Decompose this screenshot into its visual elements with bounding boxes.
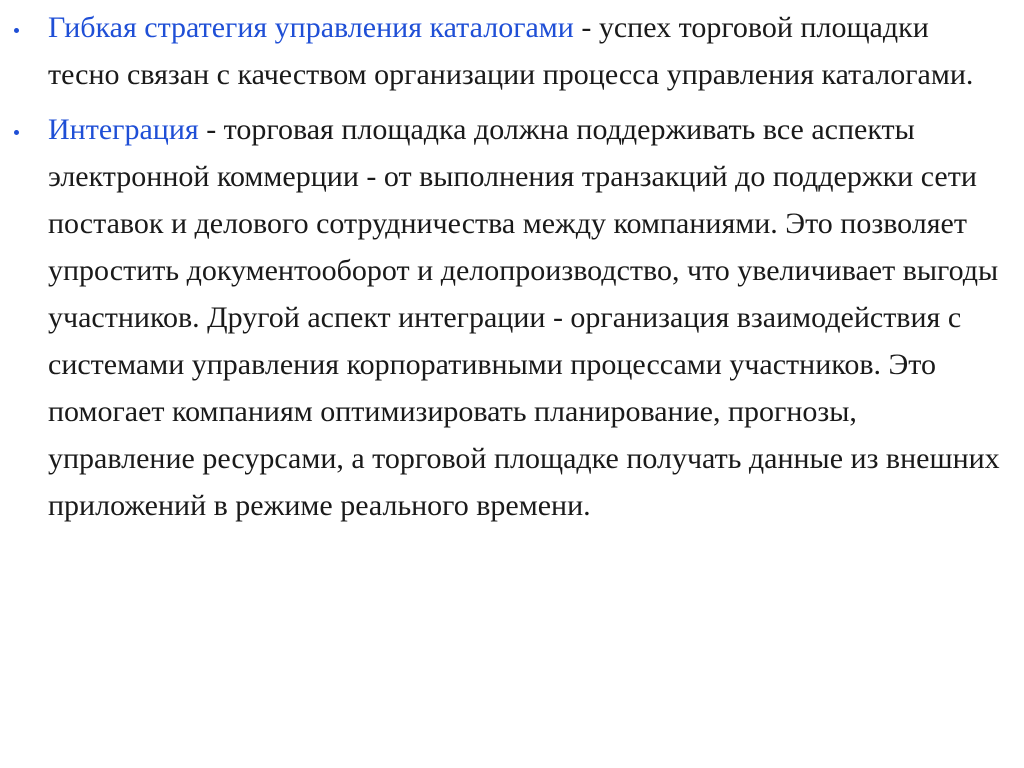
bullet-dot-icon (10, 4, 24, 51)
bullet-item-integration (0, 106, 1000, 529)
bullet-text: - успех торговой площадки тесно связан с качеством организации процесса управления каталогами. (48, 11, 974, 91)
bullet-term: Гибкая стратегия управления каталогами (48, 11, 574, 44)
bullet-list (0, 4, 1000, 529)
bullet-dot-icon (10, 106, 24, 153)
bullet-term: Интеграция (48, 113, 199, 146)
bullet-item-catalog-strategy (0, 4, 1000, 98)
bullet-text: - торговая площадка должна поддерживать все аспекты электронной коммерции - от выполнения транзакций до поддержки сети поставок и делового сотрудничества между компаниями. Это позволяет упростить документооборот и делопроизводство, что увеличивает выгоды участников. Другой аспект интеграции - организация взаимодействия с системами управления корпоративными процессами участников. Это помогает компаниям оптимизировать планирование, прогнозы, управление ресурсами, а торговой площадке получать данные из внешних приложений в режиме реального времени. (48, 113, 1000, 522)
